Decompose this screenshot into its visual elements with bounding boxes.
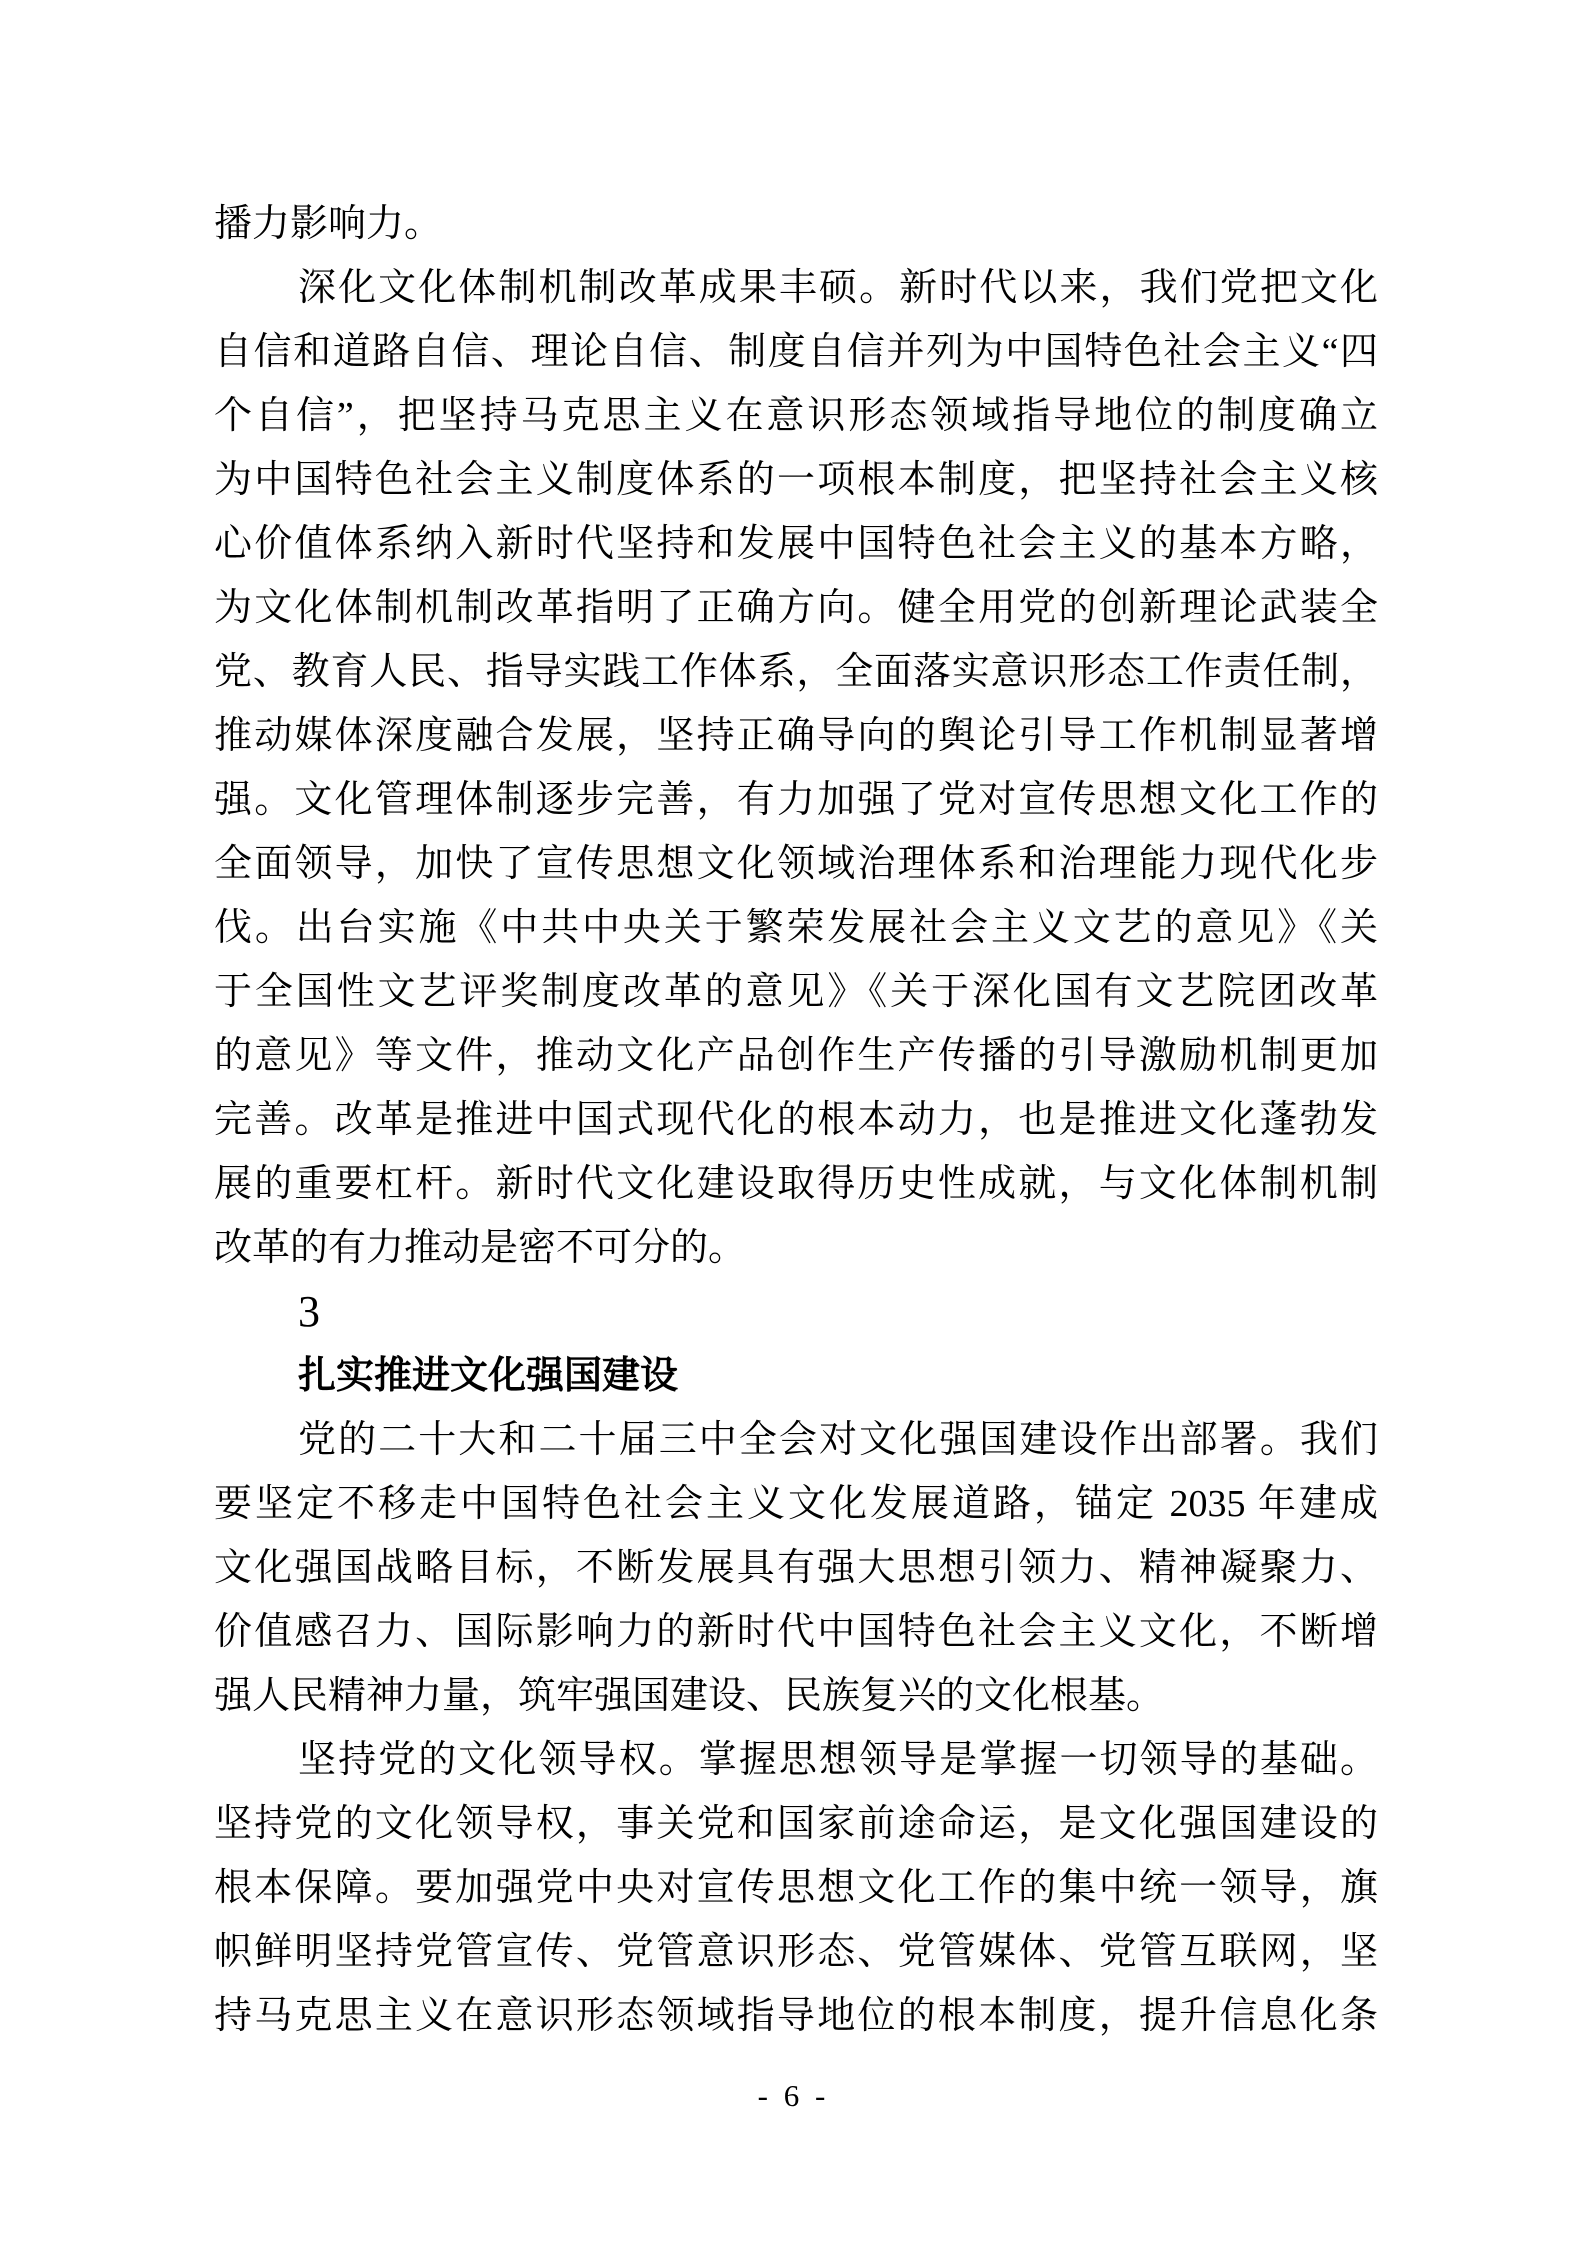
text-line: 强人民精神力量，筑牢强国建设、民族复兴的文化根基。	[214, 1675, 1165, 1717]
text-line: 播力影响力。	[214, 203, 443, 245]
document-text-block	[214, 192, 1378, 2048]
text-line: 完善。改革是推进中国式现代化的根本动力，也是推进文化蓬勃发	[214, 1099, 1378, 1141]
text-line: 自信和道路自信、理论自信、制度自信并列为中国特色社会主义“四	[214, 331, 1378, 373]
text-line: 深化文化体制机制改革成果丰硕。新时代以来，我们党把文化	[298, 267, 1378, 309]
text-line: 为文化体制机制改革指明了正确方向。健全用党的创新理论武装全	[214, 587, 1378, 629]
text-line: 坚持党的文化领导权。掌握思想领导是掌握一切领导的基础。	[298, 1739, 1378, 1781]
text-line: 党的二十大和二十届三中全会对文化强国建设作出部署。我们	[298, 1419, 1378, 1461]
text-line: 个自信”，把坚持马克思主义在意识形态领域指导地位的制度确立	[214, 395, 1378, 437]
text-line: 全面领导，加快了宣传思想文化领域治理体系和治理能力现代化步	[214, 843, 1378, 885]
text-line: 推动媒体深度融合发展，坚持正确导向的舆论引导工作机制显著增	[214, 715, 1378, 757]
text-line: 文化强国战略目标，不断发展具有强大思想引领力、精神凝聚力、	[214, 1547, 1378, 1589]
text-line: 持马克思主义在意识形态领域指导地位的根本制度，提升信息化条	[214, 1995, 1378, 2037]
text-line: 党、教育人民、指导实践工作体系，全面落实意识形态工作责任制，	[214, 651, 1378, 693]
text-line: 于全国性文艺评奖制度改革的意见》《关于深化国有文艺院团改革	[214, 971, 1378, 1013]
text-line: 帜鲜明坚持党管宣传、党管意识形态、党管媒体、党管互联网，坚	[214, 1931, 1378, 1973]
text-line: 坚持党的文化领导权，事关党和国家前途命运，是文化强国建设的	[214, 1803, 1378, 1845]
page-number: - 6 -	[757, 2078, 830, 2113]
text-line: 伐。出台实施《中共中央关于繁荣发展社会主义文艺的意见》《关	[214, 907, 1378, 949]
text-line: 强。文化管理体制逐步完善，有力加强了党对宣传思想文化工作的	[214, 779, 1378, 821]
text-line: 改革的有力推动是密不可分的。	[214, 1227, 747, 1269]
text-line: 要坚定不移走中国特色社会主义文化发展道路，锚定 2035 年建成	[214, 1483, 1378, 1525]
text-line: 心价值体系纳入新时代坚持和发展中国特色社会主义的基本方略，	[214, 523, 1378, 565]
section-number: 3	[298, 1287, 320, 1336]
text-line: 价值感召力、国际影响力的新时代中国特色社会主义文化，不断增	[214, 1611, 1378, 1653]
text-line: 的意见》等文件，推动文化产品创作生产传播的引导激励机制更加	[214, 1035, 1378, 1077]
text-line: 根本保障。要加强党中央对宣传思想文化工作的集中统一领导，旗	[214, 1867, 1378, 1909]
section-heading: 扎实推进文化强国建设	[298, 1355, 679, 1397]
text-line: 展的重要杠杆。新时代文化建设取得历史性成就，与文化体制机制	[214, 1163, 1378, 1205]
text-line: 为中国特色社会主义制度体系的一项根本制度，把坚持社会主义核	[214, 459, 1378, 501]
